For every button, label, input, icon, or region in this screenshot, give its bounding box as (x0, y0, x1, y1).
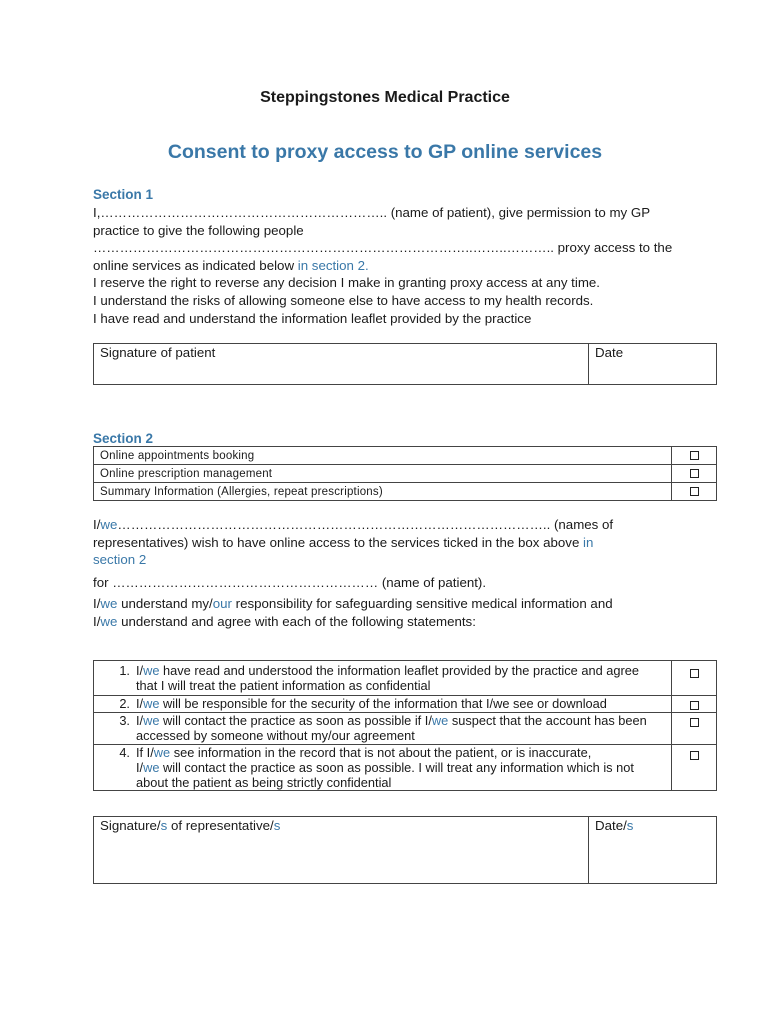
representative-date-field[interactable] (589, 817, 717, 884)
section-1-line: I understand the risks of allowing someone else to have access to my health records. (93, 292, 594, 308)
service-checkbox[interactable] (672, 447, 717, 465)
section-1-line: practice to give the following people (93, 222, 304, 238)
checkbox-icon (690, 751, 699, 760)
section-2-heading: Section 2 (93, 431, 154, 446)
checkbox-icon (690, 451, 699, 460)
service-row (94, 447, 717, 465)
statement-checkbox[interactable] (672, 713, 717, 744)
section-1-text (93, 204, 693, 327)
statements-table (93, 660, 717, 791)
checkbox-icon (690, 669, 699, 678)
section-2-reference: in section 2. (297, 257, 369, 273)
services-table (93, 446, 717, 501)
service-row (94, 483, 717, 501)
checkbox-icon (690, 701, 699, 710)
representatives-text (93, 516, 653, 569)
section-1-line: I reserve the right to reverse any decision I make in granting proxy access at any time. (93, 275, 600, 291)
service-row (94, 465, 717, 483)
patient-date-field[interactable] (589, 344, 717, 385)
section-1-line: I have read and understand the information leaflet provided by the practice (93, 310, 532, 326)
statement-text: 3. I/we will contact the practice as soon as possible if I/we suspect that the account has been accessed by someone without my/our agreement (94, 713, 672, 744)
statement-checkbox[interactable] (672, 744, 717, 791)
statement-checkbox[interactable] (672, 661, 717, 696)
signature-label: Signature of patient (100, 345, 216, 360)
checkbox-icon (690, 718, 699, 727)
patient-signature-table (93, 343, 717, 385)
patient-signature-field[interactable] (94, 344, 589, 385)
representative-signature-field[interactable] (94, 817, 589, 884)
responsibility-text (93, 595, 693, 630)
responsibility-line: I/we understand my/our responsibility for safeguarding sensitive medical information and (93, 596, 613, 611)
statement-text: 4. If I/we see information in the record that is not about the patient, or is inaccurate, I/we will contact the practice as soon as possible. I will treat any information which is not about the patient as being strictly confidential (94, 744, 672, 791)
statement-row (94, 661, 717, 696)
for-patient-line: for …………………………………………………… (name of patient). (93, 575, 487, 590)
service-label: Online prescription management (94, 465, 672, 483)
section-1-heading: Section 1 (93, 187, 154, 202)
service-checkbox[interactable] (672, 465, 717, 483)
representative-signature-label: Signature/s of representative/s (100, 818, 281, 833)
service-label: Summary Information (Allergies, repeat prescriptions) (94, 483, 672, 501)
page-title: Consent to proxy access to GP online services (167, 141, 603, 163)
representatives-line: I/we…………………………………………………………………………………….. (names of (93, 517, 614, 532)
section-1-line: …………………………………………………………………………..……..……….. proxy access to the (93, 240, 673, 256)
checkbox-icon (690, 469, 699, 478)
statement-text: 2. I/we will be responsible for the security of the information that I/we see or download (94, 696, 672, 713)
section-2-reference: section 2 (93, 552, 147, 568)
section-1-line: I,……………………………………………………….. (name of patient), give permission to my GP (93, 205, 651, 220)
service-label: Online appointments booking (94, 447, 672, 465)
representatives-line: representatives) wish to have online access to the services ticked in the box above in (93, 534, 594, 550)
statement-row (94, 713, 717, 744)
section-1-line: online services as indicated below in section 2. (93, 257, 369, 273)
date-label: Date (595, 345, 624, 360)
statement-row (94, 696, 717, 713)
statement-text: 1. I/we have read and understood the information leaflet provided by the practice and agree that I will treat the patient information as confidential (94, 661, 672, 696)
service-checkbox[interactable] (672, 483, 717, 501)
statement-row (94, 744, 717, 791)
representative-signature-table (93, 816, 717, 884)
statement-checkbox[interactable] (672, 696, 717, 713)
representative-date-label: Date/s (595, 818, 634, 833)
practice-name: Steppingstones Medical Practice (260, 89, 510, 106)
responsibility-line: I/we understand and agree with each of the following statements: (93, 613, 476, 629)
checkbox-icon (690, 487, 699, 496)
